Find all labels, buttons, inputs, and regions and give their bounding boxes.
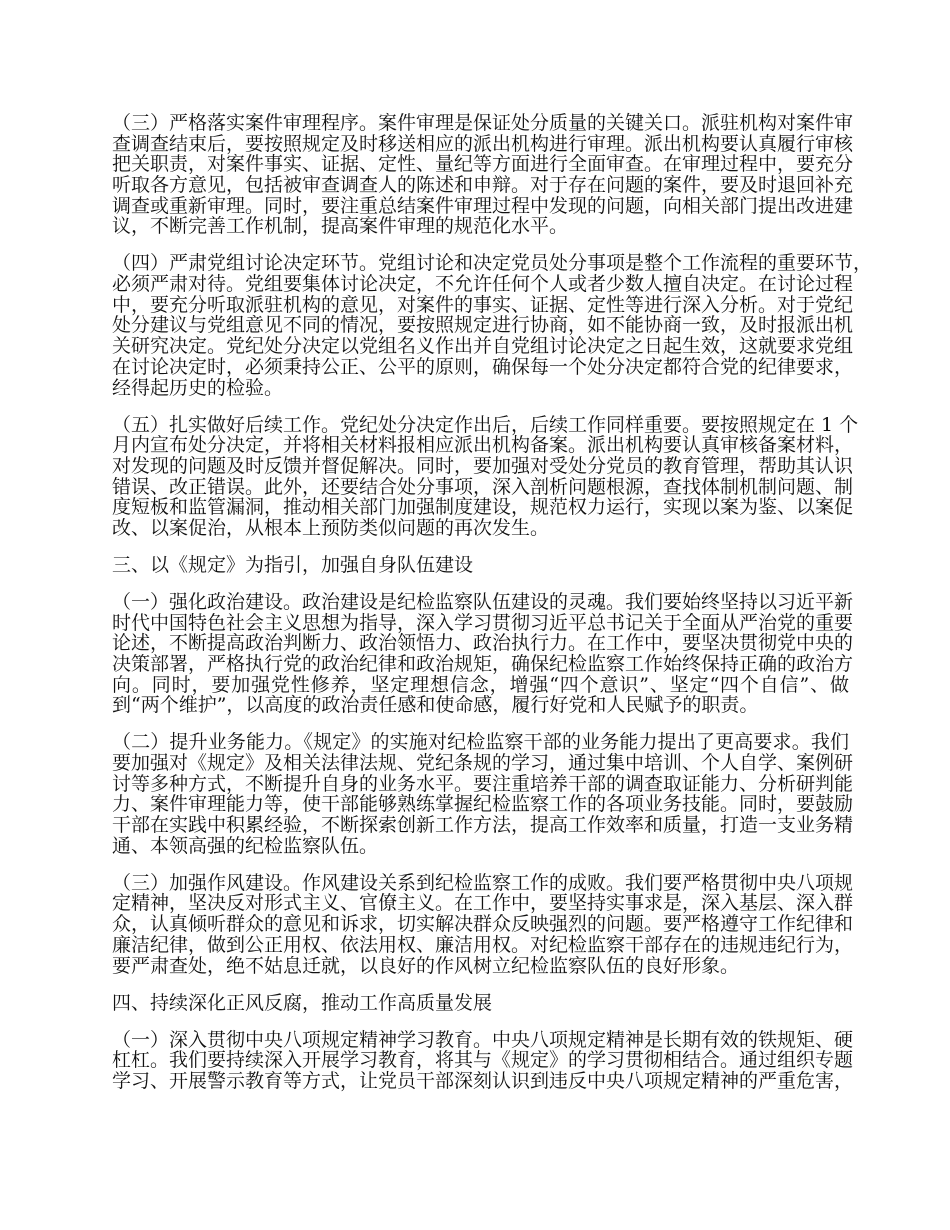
text-line: 必须严肃对待。党组要集体讨论决定，不允许任何个人或者少数人擅自决定。在讨论过程 (112, 273, 854, 296)
text-line: （一）强化政治建设。政治建设是纪检监察队伍建设的灵魂。我们要始终坚持以习近平新 (112, 590, 854, 613)
text-line: （二）提升业务能力。《规定》的实施对纪检监察干部的业务能力提出了更高要求。我们 (112, 731, 849, 754)
text-line: 决策部署，严格执行党的政治纪律和政治规矩，确保纪检监察工作始终保持正确的政治方 (112, 653, 854, 675)
paragraph (112, 1028, 854, 1092)
text-line: 定精神，坚决反对形式主义、官僚主义。在工作中，要坚持实事求是，深入基层、深入群 (112, 892, 854, 915)
text-line: 干部在实践中积累经验，不断探索创新工作方法，提高工作效率和质量，打造一支业务精 (112, 814, 854, 837)
paragraph (112, 112, 854, 238)
text-line: 通、本领高强的纪检监察队伍。 (112, 834, 379, 857)
text-line: 在讨论决定时，必须秉持公正、公平的原则，确保每一个处分决定都符合党的纪律要求， (112, 355, 854, 378)
text-line: 论述，不断提高政治判断力、政治领悟力、政治执行力。在工作中，要坚决贯彻党中央的 (112, 632, 854, 655)
document-body (112, 112, 873, 1108)
text-line: 三、以《规定》为指引，加强自身队伍建设 (112, 553, 474, 576)
text-line: 调查或重新审理。同时，要注重总结案件审理过程中发现的问题，向相关部门提出改进建 (112, 194, 854, 217)
text-line: （三）严格落实案件审理程序。案件审理是保证处分质量的关键关口。派驻机构对案件审 (112, 112, 854, 134)
paragraph (112, 871, 854, 977)
text-line: 到“两个维护”，以高度的政治责任感和使命感，履行好党和人民赋予的职责。 (112, 694, 759, 717)
text-line: 改、以案促治，从根本上预防类似问题的再次发生。 (112, 516, 550, 539)
text-line: 把关职责，对案件事实、证据、定性、量纪等方面进行全面审查。在审理过程中，要充分 (112, 153, 854, 176)
text-line: 对发现的问题及时反馈并督促解决。同时，要加强对受处分党员的教育管理，帮助其认识 (112, 454, 854, 477)
text-line: 月内宣布处分决定，并将相关材料报相应派出机构备案。派出机构要认真审核备案材料， (112, 434, 854, 457)
text-line: 经得起历史的检验。 (112, 376, 284, 399)
text-line: （五）扎实做好后续工作。党纪处分决定作出后，后续工作同样重要。要按照规定在 1 个 (112, 413, 859, 436)
text-line: 中，要充分听取派驻机构的意见，对案件的事实、证据、定性等进行深入分析。对于党纪 (112, 293, 854, 316)
text-line: 向。同时，要加强党性修养，坚定理想信念，增强“四个意识”、坚定“四个自信”、做 (112, 673, 849, 696)
text-line: 度短板和监管漏洞，推动相关部门加强制度建设，规范权力运行，实现以案为鉴、以案促 (112, 496, 854, 519)
text-line: 众，认真倾听群众的意见和诉求，切实解决群众反映强烈的问题。要严格遵守工作纪律和 (112, 913, 854, 936)
text-line: 要加强对《规定》及相关法律法规、党纪条规的学习，通过集中培训、个人自学、案例研 (112, 752, 854, 775)
paragraph (112, 731, 854, 857)
text-line: 讨等多种方式，不断提升自身的业务水平。要注重培养干部的调查取证能力、分析研判能 (112, 772, 854, 795)
text-line: 力、案件审理能力等，使干部能够熟练掌握纪检监察工作的各项业务技能。同时，要鼓励 (112, 793, 854, 816)
section-heading (112, 993, 849, 1014)
paragraph (112, 590, 854, 717)
text-line: 听取各方意见，包括被审查调查人的陈述和申辩。对于存在问题的案件，要及时退回补充 (112, 174, 854, 197)
text-line: 四、持续深化正风反腐，推动工作高质量发展 (112, 991, 493, 1014)
text-line: 处分建议与党组意见不同的情况，要按照规定进行协商，如不能协商一致，及时报派出机 (112, 314, 854, 337)
section-heading (112, 555, 849, 576)
text-line: 关研究决定。党纪处分决定以党组名义作出并自党组讨论决定之日起生效，这就要求党组 (112, 335, 854, 358)
paragraph (112, 252, 873, 399)
text-line: 廉洁纪律，做到公正用权、依法用权、廉洁用权。对纪检监察干部存在的违规违纪行为， (112, 933, 854, 956)
paragraph (112, 413, 859, 539)
text-line: （四）严肃党组讨论决定环节。党组讨论和决定党员处分事项是整个工作流程的重要环节， (112, 252, 873, 275)
text-line: 查调查结束后，要按照规定及时移送相应的派出机构进行审理。派出机构要认真履行审核 (112, 132, 854, 155)
text-line: （一）深入贯彻中央八项规定精神学习教育。中央八项规定精神是长期有效的铁规矩、硬 (112, 1028, 854, 1051)
text-line: 杠杠。我们要持续深入开展学习教育，将其与《规定》的学习贯彻相结合。通过组织专题 (112, 1049, 854, 1072)
text-line: 议，不断完善工作机制，提高案件审理的规范化水平。 (112, 215, 569, 238)
text-line: 时代中国特色社会主义思想为指导，深入学习贯彻习近平总书记关于全面从严治党的重要 (112, 611, 854, 634)
text-line: （三）加强作风建设。作风建设关系到纪检监察工作的成败。我们要严格贯彻中央八项规 (112, 871, 854, 894)
text-line: 错误、改正错误。此外，还要结合处分事项，深入剖析问题根源，查找体制机制问题、制 (112, 475, 854, 498)
text-line: 学习、开展警示教育等方式，让党员干部深刻认识到违反中央八项规定精神的严重危害， (112, 1069, 854, 1092)
text-line: 要严肃查处，绝不姑息迁就，以良好的作风树立纪检监察队伍的良好形象。 (112, 954, 740, 977)
